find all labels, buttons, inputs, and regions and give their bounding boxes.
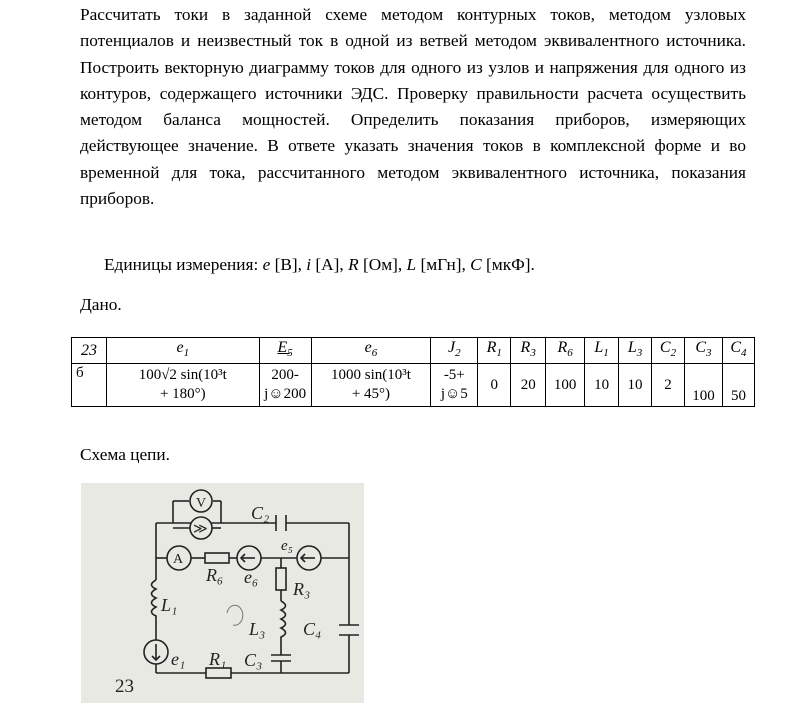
label-C3: C₃ (244, 650, 263, 670)
units-label: Единицы измерения: (104, 255, 259, 274)
header-R6: $R_6$ (546, 338, 585, 364)
label-e5: e₅ (281, 538, 293, 554)
value-E5: 200- j☺200 (259, 364, 311, 407)
header-C4: $C_4$ (722, 338, 754, 364)
header-L1: $L_1$ (585, 338, 619, 364)
label-C2: C₂ (251, 503, 270, 523)
value-R6: 100 (546, 364, 585, 407)
value-L3: 10 (619, 364, 652, 407)
header-e6: $e_6$ (311, 338, 431, 364)
header-J2: $J_2$ (431, 338, 478, 364)
label-C4: C₄ (303, 619, 322, 639)
header-e1: $e_1$ (106, 338, 259, 364)
header-R3: $R_3$ (511, 338, 546, 364)
value-variant: б (72, 364, 107, 407)
wattmeter-symbol: ≫ (193, 522, 208, 537)
header-variant: 23 (72, 338, 107, 364)
value-R1: 0 (478, 364, 511, 407)
label-e6: e₆ (244, 567, 259, 587)
label-R6: R₆ (206, 565, 224, 585)
value-C3: 100 (684, 364, 722, 407)
variant-number: 23 (115, 676, 134, 697)
ammeter-symbol: A (173, 552, 184, 567)
value-e6: 1000 sin(10³t + 45°) (311, 364, 431, 407)
header-C3: $C_3$ (684, 338, 722, 364)
label-L3: L₃ (249, 619, 266, 639)
voltmeter-symbol: V (196, 496, 207, 511)
label-R3: R₃ (293, 579, 311, 599)
header-L3: $L_3$ (619, 338, 652, 364)
value-e1: 100√2 sin(10³t + 180°) (106, 364, 259, 407)
circuit-diagram (81, 483, 364, 703)
task-paragraph: Рассчитать токи в заданной схеме методом контурных токов, методом узловых потенциалов и неизвестный ток в одной из ветвей методом эквивалентного источника. Построить векторную диаграмму токов для одного из узлов и напряжения для одного из контуров, содержащего источники ЭДС. Проверку правильности расчета осуществить методом баланса мощностей. Определить показания приборов, измеряющих действующее значение. В ответе указать значения токов в комплексной форме и во временной для тока, рассчитанного методом эквивалентного источника, показания приборов. (80, 5, 746, 209)
parameters-table (71, 337, 755, 407)
value-L1: 10 (585, 364, 619, 407)
value-C4: 50 (722, 364, 754, 407)
table-header-row (72, 338, 755, 364)
table-values-row (72, 364, 755, 407)
circuit-photo (81, 483, 364, 703)
label-L1: L₁ (161, 595, 178, 615)
header-R1: $R_1$ (478, 338, 511, 364)
given-label: Дано. (80, 295, 122, 314)
value-R3: 20 (511, 364, 546, 407)
header-C2: $C_2$ (652, 338, 685, 364)
units-line: Единицы измерения: e [В], i [А], R [Ом], L [мГн], C [мкФ]. (104, 255, 535, 274)
label-e1: e₁ (171, 649, 186, 669)
header-E5: $E_5$ (259, 338, 311, 364)
value-C2: 2 (652, 364, 685, 407)
schema-label: Схема цепи. (80, 445, 170, 464)
value-J2: -5+ j☺5 (431, 364, 478, 407)
label-R1: R₁ (209, 649, 227, 669)
